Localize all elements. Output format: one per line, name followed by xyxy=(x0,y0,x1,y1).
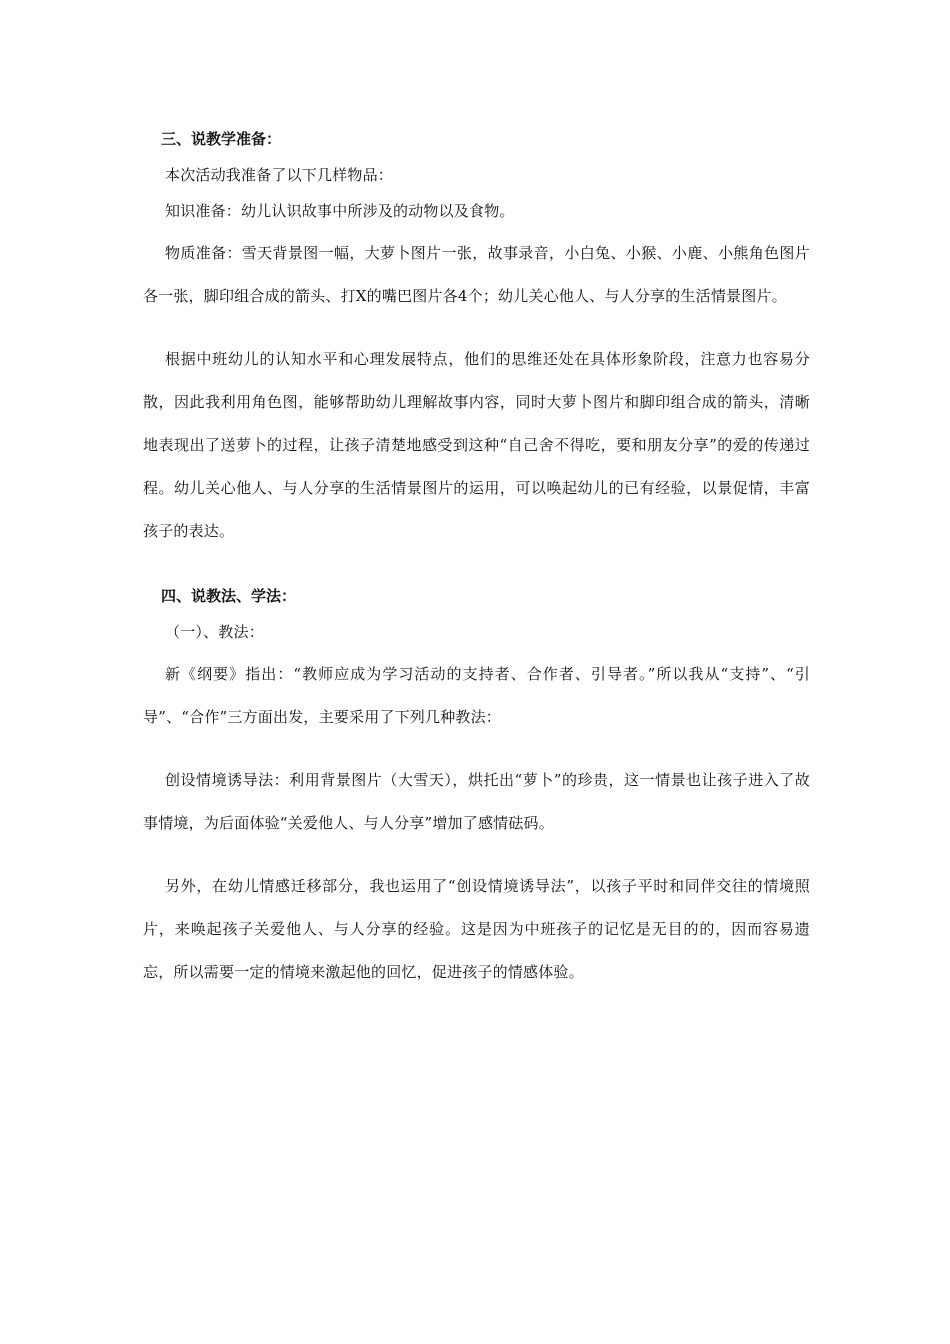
section-3-heading: 三、说教学准备： xyxy=(161,130,282,148)
preparation-rationale: 根据中班幼儿的认知水平和心理发展特点，他们的思维还处在具体形象阶段，注意力也容易分散，因此我利用角色图，能够帮助幼儿理解故事内容，同时大萝卜图片和脚印组合成的箭头，清晰地表现出了送萝卜的过程，让孩子清楚地感受到这种“自己舍不得吃，要和朋友分享”的爱的传递过程。幼儿关心他人、与人分享的生活情景图片的运用，可以唤起幼儿的已有经验，以景促情，丰富孩子的表达。 xyxy=(143,350,810,540)
situation-method: 创设情境诱导法：利用背景图片（大雪天），烘托出“萝卜”的珍贵，这一情景也让孩子进入了故事情境，为后面体验“关爱他人、与人分享”增加了感情砝码。 xyxy=(143,771,810,832)
knowledge-preparation: 知识准备：幼儿认识故事中所涉及的动物以及食物。 xyxy=(165,202,515,220)
teaching-method-intro: 新《纲要》指出：“教师应成为学习活动的支持者、合作者、引导者。”所以我从“支持”、“引导”、“合作”三方面出发，主要采用了下列几种教法： xyxy=(143,665,810,726)
situation-method-extension: 另外，在幼儿情感迁移部分，我也运用了“创设情境诱导法”，以孩子平时和同伴交往的情境照片，来唤起孩子关爱他人、与人分享的经验。这是因为中班孩子的记忆是无目的的，因而容易遗忘，所以需要一定的情境来激起他的回忆，促进孩子的情感体验。 xyxy=(143,877,810,981)
section-3-intro: 本次活动我准备了以下几样物品： xyxy=(165,166,394,184)
teaching-method-subheading: （一）、教法： xyxy=(165,623,264,641)
material-preparation: 物质准备：雪天背景图一幅，大萝卜图片一张，故事录音，小白兔、小猴、小鹿、小熊角色图片各一张，脚印组合成的箭头、打X的嘴巴图片各4个；幼儿关心他人、与人分享的生活情景图片。 xyxy=(143,244,810,305)
section-4-heading: 四、说教法、学法： xyxy=(161,587,297,605)
document-body xyxy=(143,124,810,994)
